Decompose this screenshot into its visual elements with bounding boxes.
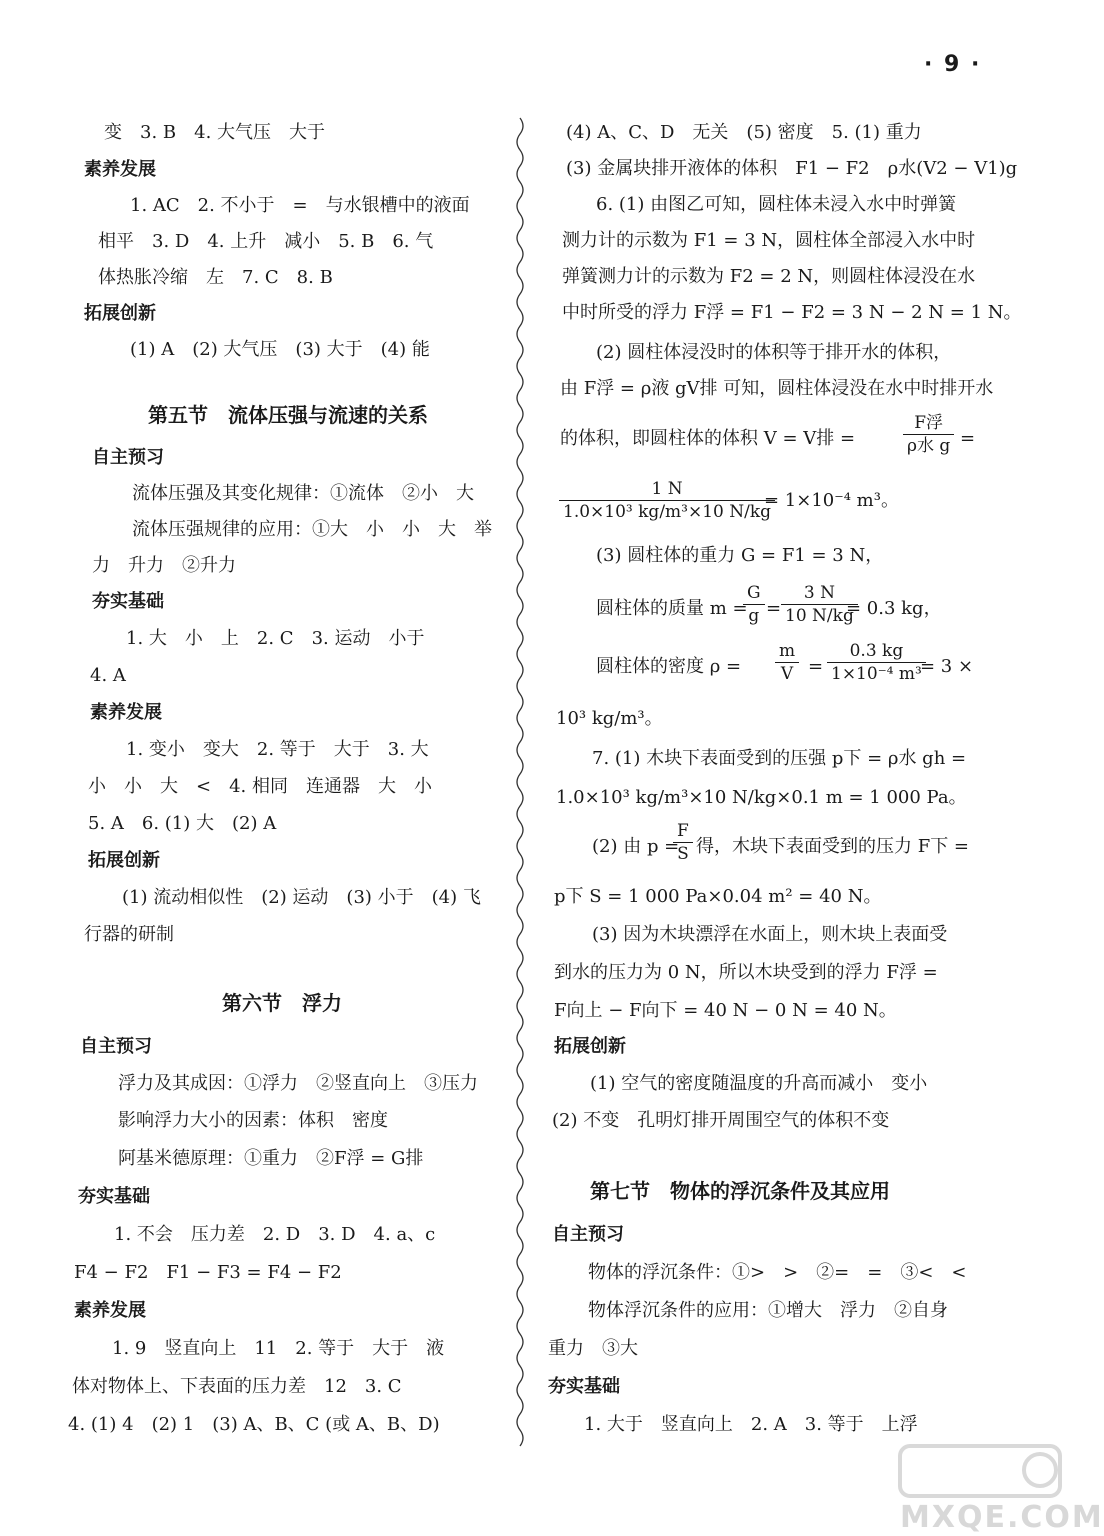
fraction-denominator: 1.0×10³ kg/m³×10 N/kg [563, 502, 772, 522]
answer-line: 阿基米德原理：①重力 ②F浮 = G排 [118, 1148, 424, 1169]
answer-line: 1. 大于 竖直向上 2. A 3. 等于 上浮 [584, 1414, 918, 1435]
section-title: 第五节 流体压强与流速的关系 [148, 403, 428, 427]
answer-line: (2) 不变 孔明灯排开周围空气的体积不变 [552, 1110, 890, 1131]
fraction-g-over-g [743, 582, 765, 627]
answer-line: 体热胀冷缩 左 7. C 8. B [98, 267, 333, 288]
section-heading: 素养发展 [74, 1300, 146, 1321]
answer-line: (1) 流动相似性 (2) 运动 (3) 小于 (4) 飞 [122, 887, 481, 908]
answer-line: 浮力及其成因：①浮力 ②竖直向上 ③压力 [118, 1073, 478, 1094]
answer-line: 到水的压力为 0 N，所以木块受到的浮力 F浮 = [554, 962, 938, 983]
answer-line: 1. 不会 压力差 2. D 3. D 4. a、c [114, 1224, 436, 1245]
fraction-numerator: 3 N [781, 582, 858, 605]
fraction-denominator: 1×10⁻⁴ m³ [831, 664, 922, 684]
section-heading: 自主预习 [80, 1036, 152, 1057]
fraction-numerator: F浮 [903, 412, 954, 435]
answer-line: 圆柱体的质量 m = [596, 598, 748, 619]
section-title: 第六节 浮力 [222, 991, 342, 1015]
answer-line: (1) A (2) 大气压 (3) 大于 (4) 能 [130, 339, 430, 360]
section-heading: 拓展创新 [84, 303, 156, 324]
answer-line: 测力计的示数为 F1 = 3 N，圆柱体全部浸入水中时 [562, 230, 976, 251]
answer-line: (2) 由 p = [592, 836, 680, 857]
answer-line: 流体压强及其变化规律：①流体 ②小 大 [132, 483, 474, 504]
fraction-numerator: G [743, 582, 765, 605]
section-heading: 拓展创新 [88, 850, 160, 871]
fraction-numerator: 0.3 kg [827, 640, 926, 663]
answer-line: 4. (1) 4 (2) 1 (3) A、B、C (或 A、B、D) [68, 1414, 440, 1435]
answer-line: 1.0×10³ kg/m³×10 N/kg×0.1 m = 1 000 Pa。 [556, 787, 967, 808]
answer-line: 重力 ③大 [548, 1338, 638, 1359]
answer-line: 流体压强规律的应用：①大 小 小 大 举 [132, 519, 492, 540]
fraction-denominator: S [677, 844, 689, 864]
fraction-denominator: 10 N/kg [785, 606, 854, 626]
answer-line: (3) 圆柱体的重力 G = F1 = 3 N， [596, 545, 884, 566]
page-number: · 9 · [924, 52, 982, 77]
answer-line: (3) 金属块排开液体的体积 F1 − F2 ρ水(V2 − V1)g [566, 158, 1018, 179]
fraction-buoyancy-over-rho-g [903, 412, 954, 457]
answer-line: F4 − F2 F1 − F3 = F4 − F2 [74, 1262, 342, 1283]
equals-sign: = [960, 428, 976, 449]
answer-line: (2) 圆柱体浸没时的体积等于排开水的体积， [596, 342, 952, 363]
answer-line: 影响浮力大小的因素：体积 密度 [118, 1110, 388, 1131]
fraction-volume-calc [559, 478, 775, 523]
answer-line: 1. 9 竖直向上 11 2. 等于 大于 液 [112, 1338, 445, 1359]
answer-line: (4) A、C、D 无关 (5) 密度 5. (1) 重力 [566, 122, 922, 143]
answer-line: 变 3. B 4. 大气压 大于 [104, 122, 326, 143]
section-heading: 素养发展 [90, 702, 162, 723]
answer-line: p下 S = 1 000 Pa×0.04 m² = 40 N。 [554, 886, 882, 907]
answer-line: 弹簧测力计的示数为 F2 = 2 N，则圆柱体浸没在水 [562, 266, 976, 287]
answer-line: 1. 变小 变大 2. 等于 大于 3. 大 [126, 739, 429, 760]
fraction-denominator: g [748, 606, 760, 626]
answer-line: 5. A 6. (1) 大 (2) A [88, 813, 277, 834]
fraction-denominator: ρ水 g [907, 436, 951, 456]
answer-line: (1) 空气的密度随温度的升高而减小 变小 [590, 1073, 928, 1094]
answer-line: = 0.3 kg， [846, 598, 942, 619]
fraction-numerator: m [775, 640, 799, 663]
section-heading: 自主预习 [92, 447, 164, 468]
answer-line: 7. (1) 木块下表面受到的压强 p下 = ρ水 gh = [592, 748, 967, 769]
answer-line: 相平 3. D 4. 上升 减小 5. B 6. 气 [98, 231, 434, 252]
answer-line: 由 F浮 = ρ液 gV排 可知，圆柱体浸没在水中时排开水 [560, 378, 994, 399]
answer-line: 物体的浮沉条件：①> > ②= = ③< < [588, 1262, 967, 1283]
answer-line: (3) 因为木块漂浮在水面上，则木块上表面受 [592, 924, 948, 945]
answer-line: 10³ kg/m³。 [556, 708, 663, 729]
answer-line: = 3 × [920, 656, 974, 677]
section-heading: 拓展创新 [554, 1036, 626, 1057]
fraction-denominator: V [780, 664, 794, 684]
equals-sign: = [808, 656, 824, 677]
answer-line: 行器的研制 [84, 924, 174, 945]
fraction-numerator: F [673, 820, 693, 843]
fraction-f-over-s [673, 820, 693, 865]
answer-line: 中时所受的浮力 F浮 = F1 − F2 = 3 N − 2 N = 1 N。 [562, 302, 1022, 323]
section-heading: 夯实基础 [548, 1376, 620, 1397]
answer-line: 体对物体上、下表面的压力差 12 3. C [72, 1376, 402, 1397]
answer-line: 得，木块下表面受到的压力 F下 = [696, 836, 970, 857]
answer-line: 圆柱体的密度 ρ = [596, 656, 742, 677]
fraction-numerator: 1 N [559, 478, 775, 501]
equals-sign: = [766, 598, 782, 619]
answer-line: 力 升力 ②升力 [92, 555, 236, 576]
answer-line: 1. 大 小 上 2. C 3. 运动 小于 [126, 628, 425, 649]
section-title: 第七节 物体的浮沉条件及其应用 [590, 1179, 890, 1203]
watermark-text: MXQE.COM [900, 1500, 1104, 1535]
answer-line: 1. AC 2. 不小于 = 与水银槽中的液面 [130, 195, 470, 216]
answer-line: 4. A [90, 665, 126, 686]
section-heading: 夯实基础 [92, 591, 164, 612]
fraction-m-over-v [775, 640, 799, 685]
answer-line: 的体积，即圆柱体的体积 V = V排 = [560, 428, 856, 449]
fraction-density-calc [827, 640, 926, 685]
section-heading: 素养发展 [84, 159, 156, 180]
answer-line: 物体浮沉条件的应用：①增大 浮力 ②自身 [588, 1300, 948, 1321]
answer-line: 6. (1) 由图乙可知，圆柱体未浸入水中时弹簧 [596, 194, 957, 215]
answer-line: = 1×10⁻⁴ m³。 [764, 490, 899, 511]
answer-line: 小 小 大 < 4. 相同 连通器 大 小 [88, 776, 432, 797]
answer-line: F向上 − F向下 = 40 N − 0 N = 40 N。 [554, 1000, 897, 1021]
section-heading: 自主预习 [552, 1224, 624, 1245]
section-heading: 夯实基础 [78, 1186, 150, 1207]
